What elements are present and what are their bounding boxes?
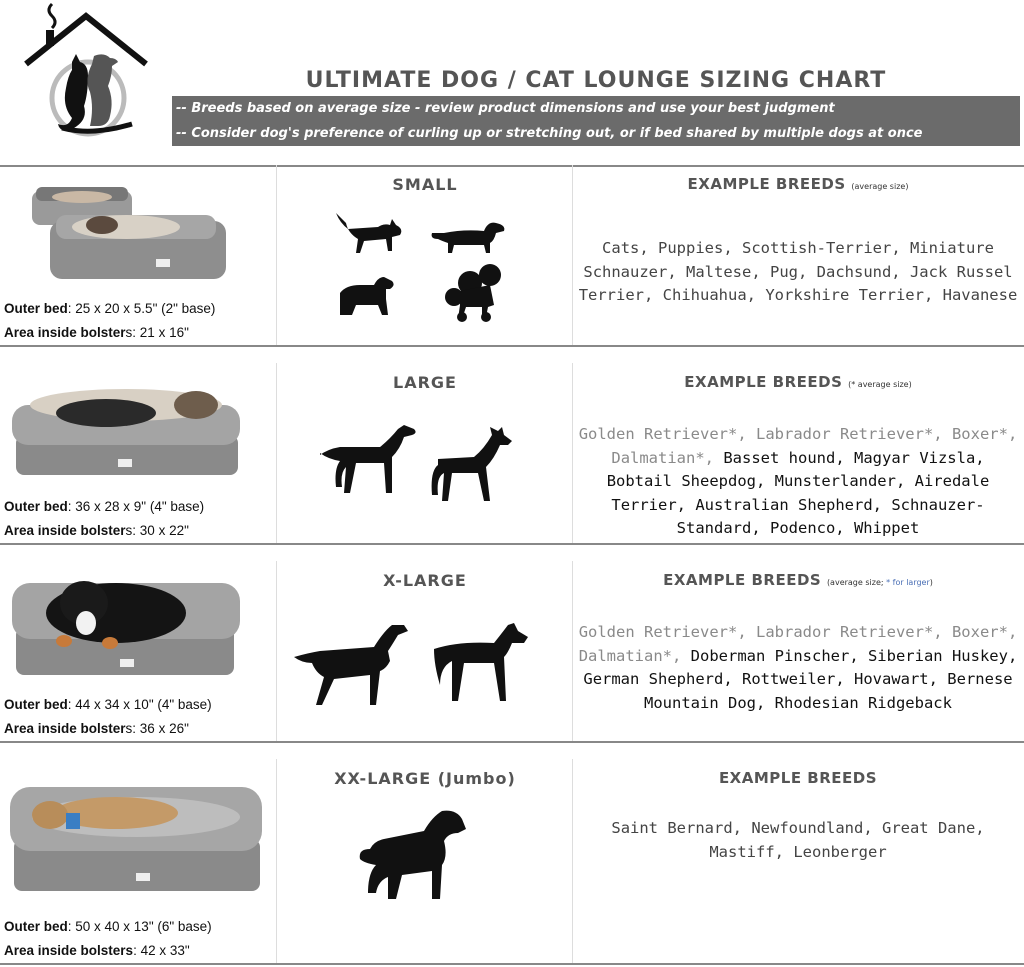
breed-cell: [576, 363, 1020, 545]
breeds-note: (* average size): [848, 380, 912, 389]
outer-bed-spec: [4, 301, 215, 316]
inside-bolster-value: s: 21 x 16": [125, 325, 189, 340]
outer-bed-label: Outer bed: [4, 301, 68, 316]
small-pets-silhouette-icon: [330, 205, 520, 325]
inside-bolster-label: Area inside bolster: [4, 325, 126, 340]
column-divider: [276, 561, 277, 743]
inside-bolster-spec: [4, 325, 189, 340]
column-divider: [276, 759, 277, 965]
breeds-larger: Golden Retriever*, Labrador Retriever*, Boxer*, Dalmatian*,: [578, 623, 1018, 665]
breeds-heading-text: EXAMPLE BREEDS: [684, 373, 843, 391]
inside-bolster-value: : 42 x 33": [133, 943, 190, 958]
logo: [22, 2, 150, 142]
divider: [0, 741, 1024, 743]
size-cell: [280, 165, 570, 347]
column-divider: [276, 165, 277, 347]
breeds-note-end: ): [929, 578, 933, 587]
breed-cell: [576, 165, 1020, 347]
breeds-heading-text: EXAMPLE BREEDS: [687, 175, 846, 193]
inside-bolster-spec: [4, 721, 189, 736]
size-cell: [280, 561, 570, 743]
breeds-heading: [576, 769, 1020, 787]
breeds-heading: [576, 373, 1020, 391]
breed-cell: [576, 759, 1020, 965]
size-label: SMALL: [392, 175, 458, 194]
large-dogs-silhouette-icon: [316, 425, 546, 515]
breed-cell: [576, 561, 1020, 743]
breeds-heading: [576, 571, 1020, 589]
house-pet-logo-icon: [22, 2, 150, 142]
xlarge-dogs-silhouette-icon: [292, 623, 568, 709]
bed-image-xxlarge: [6, 777, 266, 897]
outer-bed-value: : 50 x 40 x 13" (6" base): [67, 919, 212, 934]
breeds-heading: [576, 175, 1020, 193]
inside-bolster-label: Area inside bolsters: [4, 943, 134, 958]
size-row-xlarge: [0, 561, 1024, 743]
breeds-note-text: (average size;: [826, 578, 887, 587]
breed-list: [576, 817, 1020, 864]
bed-cell: [0, 759, 272, 965]
breeds-heading-text: EXAMPLE BREEDS: [718, 769, 878, 787]
column-divider: [572, 561, 573, 743]
breeds-main: Basset hound, Magyar Vizsla, Bobtail Sheepdog, Munsterlander, Airedale Terrier, Australian Shepherd, Schnauzer-Standard, Podenco, Whippet: [606, 448, 990, 537]
outer-bed-label: Outer bed: [4, 499, 68, 514]
notes-banner: [172, 96, 1020, 146]
breed-list: [576, 237, 1020, 308]
inside-bolster-value: s: 36 x 26": [125, 721, 189, 736]
bed-image-large: [6, 375, 246, 485]
size-label: LARGE: [393, 373, 457, 392]
column-divider: [276, 363, 277, 545]
column-divider: [572, 759, 573, 965]
outer-bed-label: Outer bed: [4, 697, 68, 712]
breeds-note: [827, 578, 933, 587]
size-label: X-LARGE: [383, 571, 467, 590]
divider: [0, 543, 1024, 545]
divider: [0, 963, 1024, 965]
size-label: XX-LARGE (Jumbo): [334, 769, 516, 788]
size-cell: [280, 759, 570, 965]
size-cell: [280, 363, 570, 545]
breeds-note: (average size): [851, 182, 909, 191]
outer-bed-spec: [4, 697, 212, 712]
breed-list: [576, 621, 1020, 715]
chart-title: ULTIMATE DOG / CAT LOUNGE SIZING CHART: [305, 68, 887, 93]
breed-list: [576, 423, 1020, 541]
inside-bolster-value: s: 30 x 22": [125, 523, 189, 538]
divider: [0, 345, 1024, 347]
inside-bolster-label: Area inside bolster: [4, 523, 126, 538]
column-divider: [572, 165, 573, 347]
outer-bed-spec: [4, 919, 212, 934]
bed-image-small: [6, 177, 236, 287]
bed-cell: [0, 561, 272, 743]
inside-bolster-label: Area inside bolster: [4, 721, 126, 736]
size-row-xxlarge: [0, 759, 1024, 965]
bed-cell: [0, 165, 272, 347]
breeds-note-blue: * for larger: [886, 578, 930, 587]
xxlarge-dog-silhouette-icon: [356, 809, 480, 903]
breeds-larger: Golden Retriever*, Labrador Retriever*, Boxer*, Dalmatian*,: [578, 425, 1018, 467]
outer-bed-value: : 44 x 34 x 10" (4" base): [67, 697, 212, 712]
outer-bed-label: Outer bed: [4, 919, 68, 934]
size-row-small: [0, 165, 1024, 347]
inside-bolster-spec: [4, 943, 190, 958]
size-row-large: [0, 363, 1024, 545]
breeds-main: Cats, Puppies, Scottish-Terrier, Miniature Schnauzer, Maltese, Pug, Dachsund, Jack Russel Terrier, Chihuahua, Yorkshire Terrier, Havanese: [578, 239, 1018, 304]
inside-bolster-spec: [4, 523, 189, 538]
breeds-main: Saint Bernard, Newfoundland, Great Dane, Mastiff, Leonberger: [611, 819, 985, 861]
breeds-heading-text: EXAMPLE BREEDS: [663, 571, 822, 589]
breeds-main: Doberman Pinscher, Siberian Huskey, German Shepherd, Rottweiler, Hovawart, Bernese Mountain Dog, Rhodesian Ridgeback: [583, 646, 1018, 712]
header: [0, 0, 1024, 150]
bed-image-xlarge: [6, 567, 246, 683]
outer-bed-spec: [4, 499, 204, 514]
outer-bed-value: : 25 x 20 x 5.5" (2" base): [67, 301, 216, 316]
outer-bed-value: : 36 x 28 x 9" (4" base): [67, 499, 205, 514]
note-line: -- Breeds based on average size - review product dimensions and use your best judgment: [176, 101, 835, 116]
bed-cell: [0, 363, 272, 545]
note-line: -- Consider dog's preference of curling up or stretching out, or if bed shared by multiple dogs at once: [176, 126, 923, 141]
column-divider: [572, 363, 573, 545]
